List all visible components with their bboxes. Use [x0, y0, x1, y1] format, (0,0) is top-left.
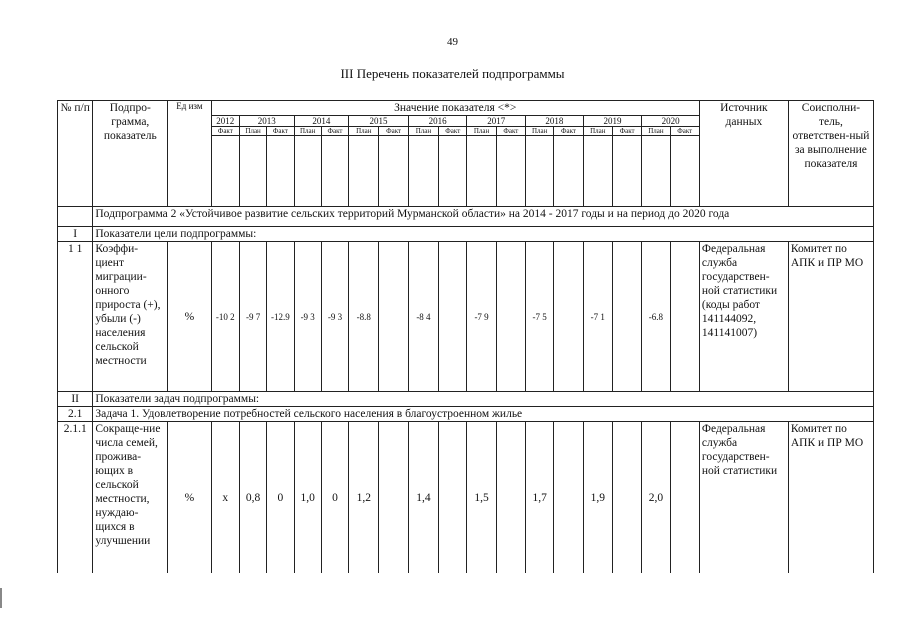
- section-label: Показатели задач подпрограммы:: [93, 392, 874, 407]
- subprogram-title: Подпрограмма 2 «Устойчивое развитие сельских территорий Мурманской области» на 2014 - 2017 годы и на период до 2020 года: [93, 207, 874, 227]
- year-2020: 2020: [642, 116, 700, 127]
- sub-header: Факт: [554, 127, 583, 136]
- value-cell: -9 3: [294, 242, 321, 392]
- document-title: III Перечень показателей подпрограммы: [340, 66, 565, 81]
- value-cell: 1,5: [467, 422, 496, 574]
- year-2013: 2013: [239, 116, 294, 127]
- indicator-row: [58, 422, 874, 574]
- value-cell: 0: [321, 422, 348, 574]
- indicators-table: [57, 100, 874, 573]
- sub-header: Факт: [267, 127, 294, 136]
- value-cell: -6.8: [642, 242, 670, 392]
- header-num: № п/п: [58, 101, 93, 207]
- header-executor: Соисполни-тель, ответствен-ный за выполнение показателя: [788, 101, 873, 207]
- section-row: [58, 227, 874, 242]
- year-2016: 2016: [408, 116, 467, 127]
- header-row: [58, 101, 874, 116]
- sub-header: Факт: [670, 127, 699, 136]
- sub-header: Факт: [612, 127, 641, 136]
- header-unit: Ед изм: [168, 101, 211, 207]
- value-cell: -8.8: [349, 242, 379, 392]
- sub-header: План: [349, 127, 379, 136]
- value-cell: [554, 242, 583, 392]
- sub-header: План: [526, 127, 554, 136]
- sub-header: Факт: [496, 127, 525, 136]
- indicators-table-wrapper: [57, 100, 874, 573]
- value-cell: [379, 242, 408, 392]
- source-cell: Федеральная служба государствен-ной статистики (коды работ 141144092, 141141007): [699, 242, 788, 392]
- header-name: Подпро-грамма, показатель: [93, 101, 168, 207]
- year-2018: 2018: [526, 116, 584, 127]
- executor-cell: Комитет по АПК и ПР МО: [788, 242, 873, 392]
- sub-header: План: [294, 127, 321, 136]
- value-cell: -8 4: [408, 242, 438, 392]
- value-cell: [670, 242, 699, 392]
- unit-cell: %: [168, 242, 211, 392]
- section-num: II: [58, 392, 93, 407]
- scan-margin-mark: [0, 588, 2, 608]
- value-cell: -12.9: [267, 242, 294, 392]
- sub-header: План: [408, 127, 438, 136]
- value-cell: x: [211, 422, 239, 574]
- sub-header: Факт: [211, 127, 239, 136]
- value-cell: -10 2: [211, 242, 239, 392]
- task-row: [58, 407, 874, 422]
- task-label: Задача 1. Удовлетворение потребностей сельского населения в благоустроенном жилье: [93, 407, 874, 422]
- value-cell: -9 7: [239, 242, 266, 392]
- value-cell: 1,7: [526, 422, 554, 574]
- value-cell: -7 5: [526, 242, 554, 392]
- sub-header: Факт: [439, 127, 467, 136]
- task-num: 2.1: [58, 407, 93, 422]
- indicator-name: Коэффи-циент миграции-онного прироста (+), убыли (-) населения сельской местности: [93, 242, 168, 392]
- value-cell: 0: [267, 422, 294, 574]
- value-cell: [379, 422, 408, 574]
- value-cell: -7 1: [583, 242, 612, 392]
- section-num: I: [58, 227, 93, 242]
- sub-header: План: [467, 127, 496, 136]
- value-cell: -7 9: [467, 242, 496, 392]
- executor-cell: Комитет по АПК и ПР МО: [788, 422, 873, 574]
- unit-cell: %: [168, 422, 211, 574]
- value-cell: 0,8: [239, 422, 266, 574]
- value-cell: 1,9: [583, 422, 612, 574]
- year-2019: 2019: [583, 116, 642, 127]
- value-cell: [612, 422, 641, 574]
- subprogram-row: [58, 207, 874, 227]
- page-number: 49: [447, 36, 458, 48]
- source-cell: Федеральная служба государствен-ной статистики: [699, 422, 788, 574]
- value-cell: 1,4: [408, 422, 438, 574]
- value-cell: [439, 422, 467, 574]
- header-source: Источник данных: [699, 101, 788, 207]
- value-cell: [554, 422, 583, 574]
- sub-header: Факт: [321, 127, 348, 136]
- year-2015: 2015: [349, 116, 409, 127]
- value-cell: -9 3: [321, 242, 348, 392]
- sub-header: План: [583, 127, 612, 136]
- section-label: Показатели цели подпрограммы:: [93, 227, 874, 242]
- sub-header: Факт: [379, 127, 408, 136]
- value-cell: [439, 242, 467, 392]
- sub-header: План: [642, 127, 670, 136]
- value-cell: 1,0: [294, 422, 321, 574]
- section-row: [58, 392, 874, 407]
- row-num: 1 1: [58, 242, 93, 392]
- value-cell: [612, 242, 641, 392]
- sub-header: План: [239, 127, 266, 136]
- row-num: 2.1.1: [58, 422, 93, 574]
- value-cell: 1,2: [349, 422, 379, 574]
- value-cell: [496, 242, 525, 392]
- year-2017: 2017: [467, 116, 526, 127]
- year-2014: 2014: [294, 116, 349, 127]
- value-cell: [496, 422, 525, 574]
- value-cell: 2,0: [642, 422, 670, 574]
- year-2012: 2012: [211, 116, 239, 127]
- header-value-group: Значение показателя <*>: [211, 101, 699, 116]
- value-cell: [670, 422, 699, 574]
- indicator-name: Сокраще-ние числа семей, прожива-ющих в сельской местности, нуждаю-щихся в улучшении: [93, 422, 168, 574]
- indicator-row: [58, 242, 874, 392]
